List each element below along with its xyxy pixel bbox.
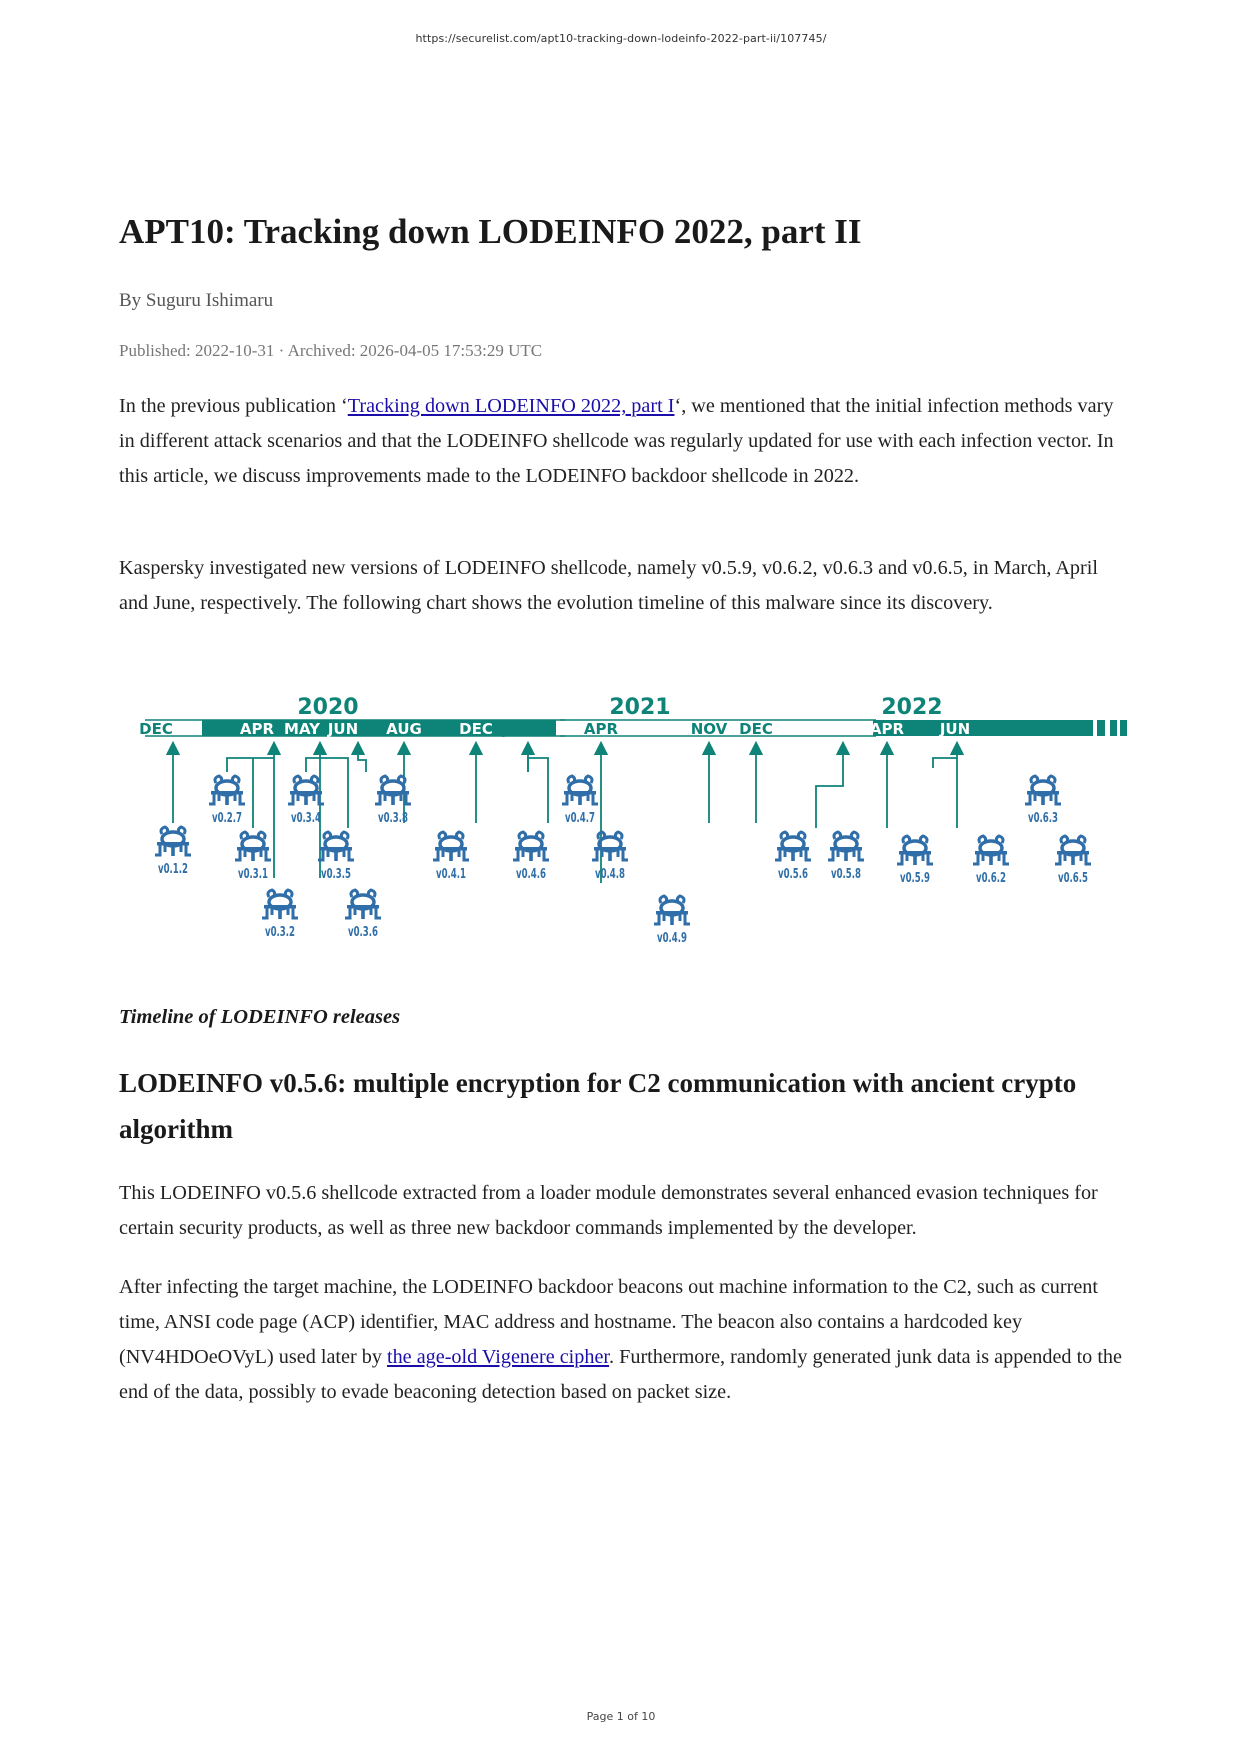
versions-paragraph: Kaspersky investigated new versions of LODEINFO shellcode, namely v0.5.9, v0.6.2, v0.6.3 and v0.6.5, in March, April and June, respectively. The following chart shows the evolution timeline of this malware since its discovery. [119,557,1098,614]
version-label: v0.4.1 [436,867,466,882]
month-label: JUN [327,720,359,738]
section-heading: LODEINFO v0.5.6: multiple encryption for C2 communication with ancient crypto algorithm [119,1068,1077,1144]
month-label: DEC [739,720,773,738]
version-node [562,776,598,826]
version-node [345,890,381,940]
version-label: v0.5.6 [778,867,808,882]
page-number: Page 1 of 10 [586,1710,656,1723]
version-label: v0.3.4 [291,811,321,826]
publish-meta: Published: 2022-10-31 · Archived: 2026-04-05 17:53:29 UTC [119,341,543,360]
month-label: DEC [140,720,173,738]
version-node [513,832,549,882]
version-node [1025,776,1061,826]
timeline-chart [140,680,1140,970]
version-label: v0.3.2 [265,925,295,940]
bug-icon [155,827,191,856]
version-label: v0.1.2 [158,862,188,877]
month-label: JAN [503,720,533,738]
month-label: MAY [284,720,320,738]
bug-icon [209,776,245,805]
version-label: v0.4.7 [565,811,595,826]
version-label: v0.5.8 [831,867,861,882]
version-node [235,832,271,882]
bug-icon [775,832,811,861]
month-label: DEC [459,720,493,738]
section-paragraph-1: This LODEINFO v0.5.6 shellcode extracted from a loader module demonstrates several enhanced evasion techniques for certain security products, as well as three new backdoor commands implemented by the developer. [119,1182,1098,1239]
month-label: APR [239,720,275,738]
bug-icon [1055,836,1091,865]
version-label: v0.6.5 [1058,871,1088,886]
timeline-years [297,695,942,720]
bug-icon [513,832,549,861]
bug-icon [262,890,298,919]
version-node [155,827,191,877]
vigenere-cipher-link[interactable]: the age-old Vigenere cipher [386,1346,610,1368]
bug-icon [654,896,690,925]
bug-icon [897,836,933,865]
section-paragraph-2 [119,1270,1134,1410]
version-label: v0.4.6 [516,867,546,882]
version-node [209,776,245,826]
version-node [1055,836,1091,886]
version-node [775,832,811,882]
figure-caption: Timeline of LODEINFO releases [119,1006,401,1028]
version-label: v0.3.5 [321,867,351,882]
part-one-link[interactable]: Tracking down LODEINFO 2022, part I [347,395,675,417]
month-label: MAR [820,720,860,738]
version-node [897,836,933,886]
bug-icon [828,832,864,861]
beacon-text-after: . Furthermore, randomly generated junk data is appended to the end of the data, possibly to evade beaconing detection based on packet size. [119,1346,1122,1403]
bug-icon [562,776,598,805]
month-label: APR [869,720,905,738]
bug-icon [235,832,271,861]
intro-paragraph [119,389,1129,494]
byline: By Suguru Ishimaru [119,290,274,311]
intro-text-before: In the previous publication ‘ [119,395,348,417]
timeline-figure [140,680,1140,970]
month-label: NOV [690,720,728,738]
month-label: JUN [939,720,971,738]
version-label: v0.4.8 [595,867,625,882]
intro-text-after: ‘, we mentioned that the initial infection methods vary in different attack scenarios and that the LODEINFO shellcode was regularly updated for use with each infection vector. In this article, we discuss improvements made to the LODEINFO backdoor shellcode in 2022. [119,395,1114,487]
bug-icon [318,832,354,861]
article-title: APT10: Tracking down LODEINFO 2022, part II [119,212,862,251]
page-url: https://securelist.com/apt10-tracking-down-lodeinfo-2022-part-ii/107745/ [415,32,827,45]
timeline-versions [155,776,1091,946]
beacon-text-before: After infecting the target machine, the LODEINFO backdoor beacons out machine information to the C2, such as current time, ANSI code page (ACP) identifier, MAC address and hostname. The beacon also contains a hardcoded key (NV4HDOeOVyL) used later by [119,1276,1098,1368]
version-node [318,832,354,882]
version-label: v0.6.3 [1028,811,1058,826]
bug-icon [592,832,628,861]
version-label: v0.4.9 [657,931,687,946]
version-node [973,836,1009,886]
version-label: v0.3.1 [238,867,268,882]
bug-icon [345,890,381,919]
version-node [375,776,411,826]
year-label: 2022 [881,695,943,720]
month-label: AUG [386,720,422,738]
version-label: v0.5.9 [900,871,930,886]
version-node [654,896,690,946]
version-node [288,776,324,826]
version-label: v0.3.6 [348,925,378,940]
version-label: v0.3.8 [378,811,408,826]
version-node [592,832,628,882]
year-label: 2020 [297,695,359,720]
year-label: 2021 [609,695,671,720]
version-node [262,890,298,940]
bug-icon [433,832,469,861]
month-label: APR [583,720,619,738]
bug-icon [288,776,324,805]
bug-icon [973,836,1009,865]
bug-icon [1025,776,1061,805]
bug-icon [375,776,411,805]
version-node [433,832,469,882]
version-node [828,832,864,882]
version-label: v0.6.2 [976,871,1006,886]
version-label: v0.2.7 [212,811,242,826]
